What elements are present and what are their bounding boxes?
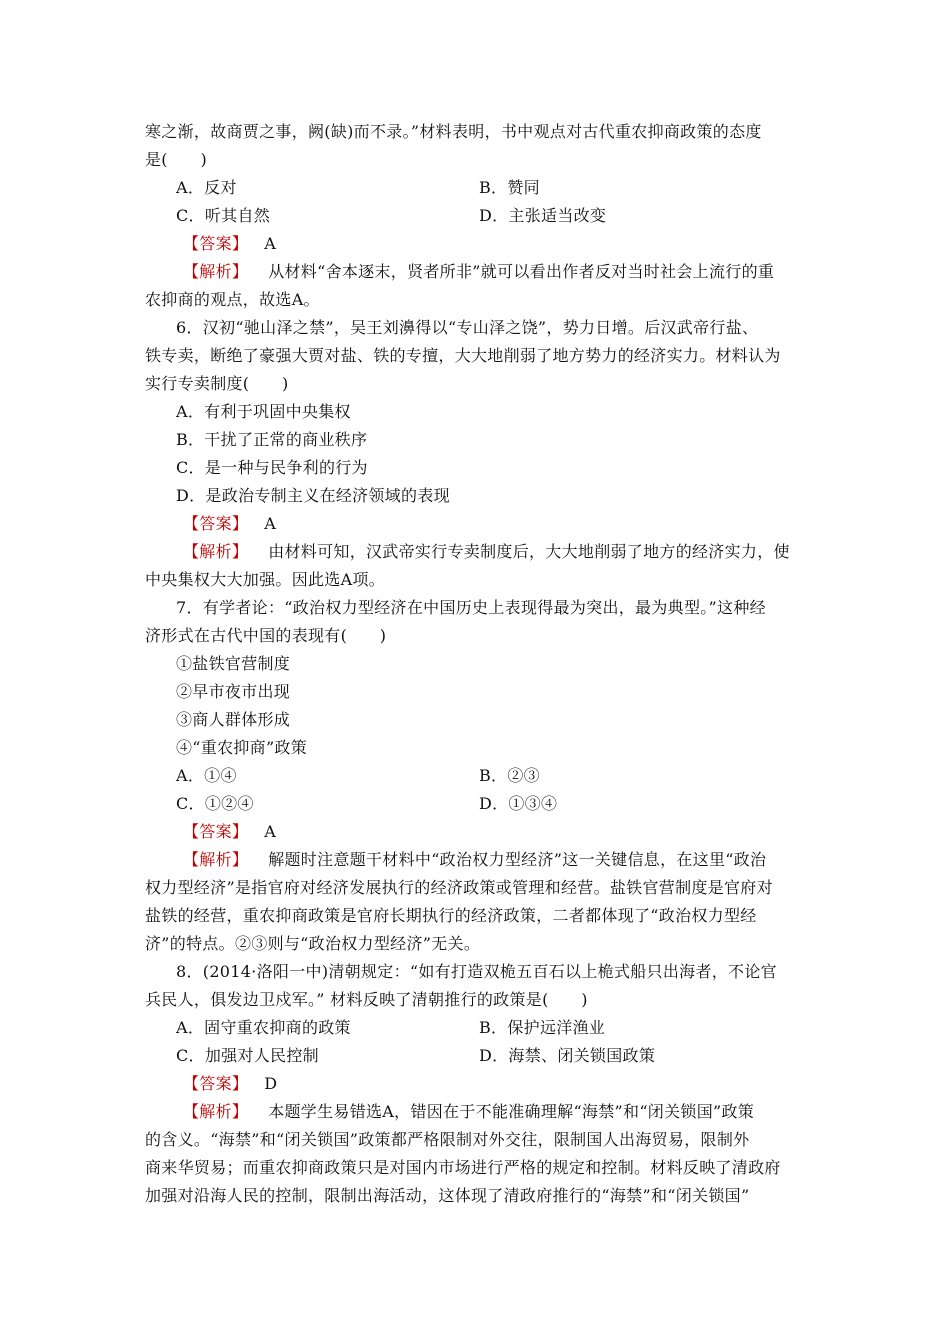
q7-stem-line: 7．有学者论：“政治权力型经济在中国历史上表现得最为突出，最为典型。”这种经	[176, 598, 766, 617]
q7-item: ④“重农抑商”政策	[176, 738, 308, 757]
q6-stem-line: 6．汉初“驰山泽之禁”，吴王刘濞得以“专山泽之饶”，势力日增。后汉武帝行盐、	[176, 318, 759, 337]
q6-analysis-line: 中央集权大大加强。因此选A项。	[145, 570, 386, 589]
answer-value: A	[264, 514, 277, 533]
q7-option-c: C．①②④	[176, 794, 254, 813]
q8-analysis-line: 加强对沿海人民的控制，限制出海活动，这体现了清政府推行的“海禁”和“闭关锁国”	[145, 1186, 750, 1205]
q8-stem-line: 兵民人，俱发边卫戍军。” 材料反映了清朝推行的政策是( )	[145, 990, 588, 1009]
answer-tag: 【答案】	[183, 1074, 249, 1093]
q8-analysis	[183, 1102, 754, 1122]
q5-analysis	[183, 262, 774, 282]
answer-tag: 【答案】	[183, 514, 249, 533]
q8-option-a: A．固守重农抑商的政策	[176, 1018, 351, 1037]
q8-analysis-line: 的含义。“海禁”和“闭关锁国”政策都严格限制对外交往，限制国人出海贸易，限制外	[145, 1130, 750, 1149]
analysis-tag: 【解析】	[183, 850, 249, 869]
analysis-text: 从材料“舍本逐末，贤者所非”就可以看出作者反对当时社会上流行的重	[268, 262, 775, 281]
answer-tag: 【答案】	[183, 234, 249, 253]
q7-option-a: A．①④	[176, 766, 237, 785]
q8-analysis-line: 商来华贸易；而重农抑商政策只是对国内市场进行严格的规定和控制。材料反映了清政府	[145, 1158, 781, 1177]
analysis-text: 解题时注意题干材料中“政治权力型经济”这一关键信息，在这里“政治	[268, 850, 767, 869]
q6-option-d: D．是政治专制主义在经济领域的表现	[176, 486, 450, 505]
analysis-tag: 【解析】	[183, 542, 249, 561]
q8-option-c: C．加强对人民控制	[176, 1046, 319, 1065]
answer-value: A	[264, 822, 277, 841]
analysis-tag: 【解析】	[183, 1102, 249, 1121]
q5-answer	[183, 234, 276, 254]
q7-stem-line: 济形式在古代中国的表现有( )	[145, 626, 387, 645]
q6-stem-line: 铁专卖，断绝了豪强大贾对盐、铁的专擅，大大地削弱了地方势力的经济实力。材料认为	[145, 346, 781, 365]
q8-option-d: D．海禁、闭关锁国政策	[479, 1046, 656, 1065]
q5-option-c: C．听其自然	[176, 206, 271, 225]
q7-analysis-line: 济”的特点。②③则与“政治权力型经济”无关。	[145, 934, 481, 953]
q6-stem-line: 实行专卖制度( )	[145, 374, 289, 393]
q6-option-a: A．有利于巩固中央集权	[176, 402, 351, 421]
q8-option-b: B．保护远洋渔业	[479, 1018, 606, 1037]
q5-option-d: D．主张适当改变	[479, 206, 607, 225]
answer-tag: 【答案】	[183, 822, 249, 841]
q6-option-c: C．是一种与民争利的行为	[176, 458, 368, 477]
answer-value: A	[264, 234, 277, 253]
analysis-tag: 【解析】	[183, 262, 249, 281]
q7-option-b: B．②③	[479, 766, 540, 785]
q5-analysis-line: 农抑商的观点，故选A。	[145, 290, 320, 309]
q7-analysis	[183, 850, 766, 870]
analysis-text: 由材料可知，汉武帝实行专卖制度后，大大地削弱了地方的经济实力，使	[268, 542, 790, 561]
q7-answer	[183, 822, 276, 842]
q7-analysis-line: 盐铁的经营，重农抑商政策是官府长期执行的经济政策，二者都体现了“政治权力型经	[145, 906, 757, 925]
q8-answer	[183, 1074, 277, 1094]
q8-stem-line: 8．(2014·洛阳一中)清朝规定：“如有打造双桅五百石以上桅式船只出海者，不论官	[176, 962, 777, 981]
q5-option-b: B．赞同	[479, 178, 540, 197]
q5-stem-line: 是( )	[145, 150, 207, 169]
q7-item: ①盐铁官营制度	[176, 654, 291, 673]
q6-option-b: B．干扰了正常的商业秩序	[176, 430, 368, 449]
q5-option-a: A．反对	[176, 178, 237, 197]
q7-item: ③商人群体形成	[176, 710, 291, 729]
q5-stem-line: 寒之渐，故商贾之事，阙(缺)而不录。”材料表明，书中观点对古代重农抑商政策的态度	[145, 122, 762, 141]
q7-analysis-line: 权力型经济”是指官府对经济发展执行的经济政策或管理和经营。盐铁官营制度是官府对	[145, 878, 773, 897]
q6-answer	[183, 514, 276, 534]
q7-option-d: D．①③④	[479, 794, 558, 813]
q6-analysis	[183, 542, 790, 562]
analysis-text: 本题学生易错选A，错因在于不能准确理解“海禁”和“闭关锁国”政策	[268, 1102, 755, 1121]
answer-value: D	[264, 1074, 278, 1093]
q7-item: ②早市夜市出现	[176, 682, 291, 701]
